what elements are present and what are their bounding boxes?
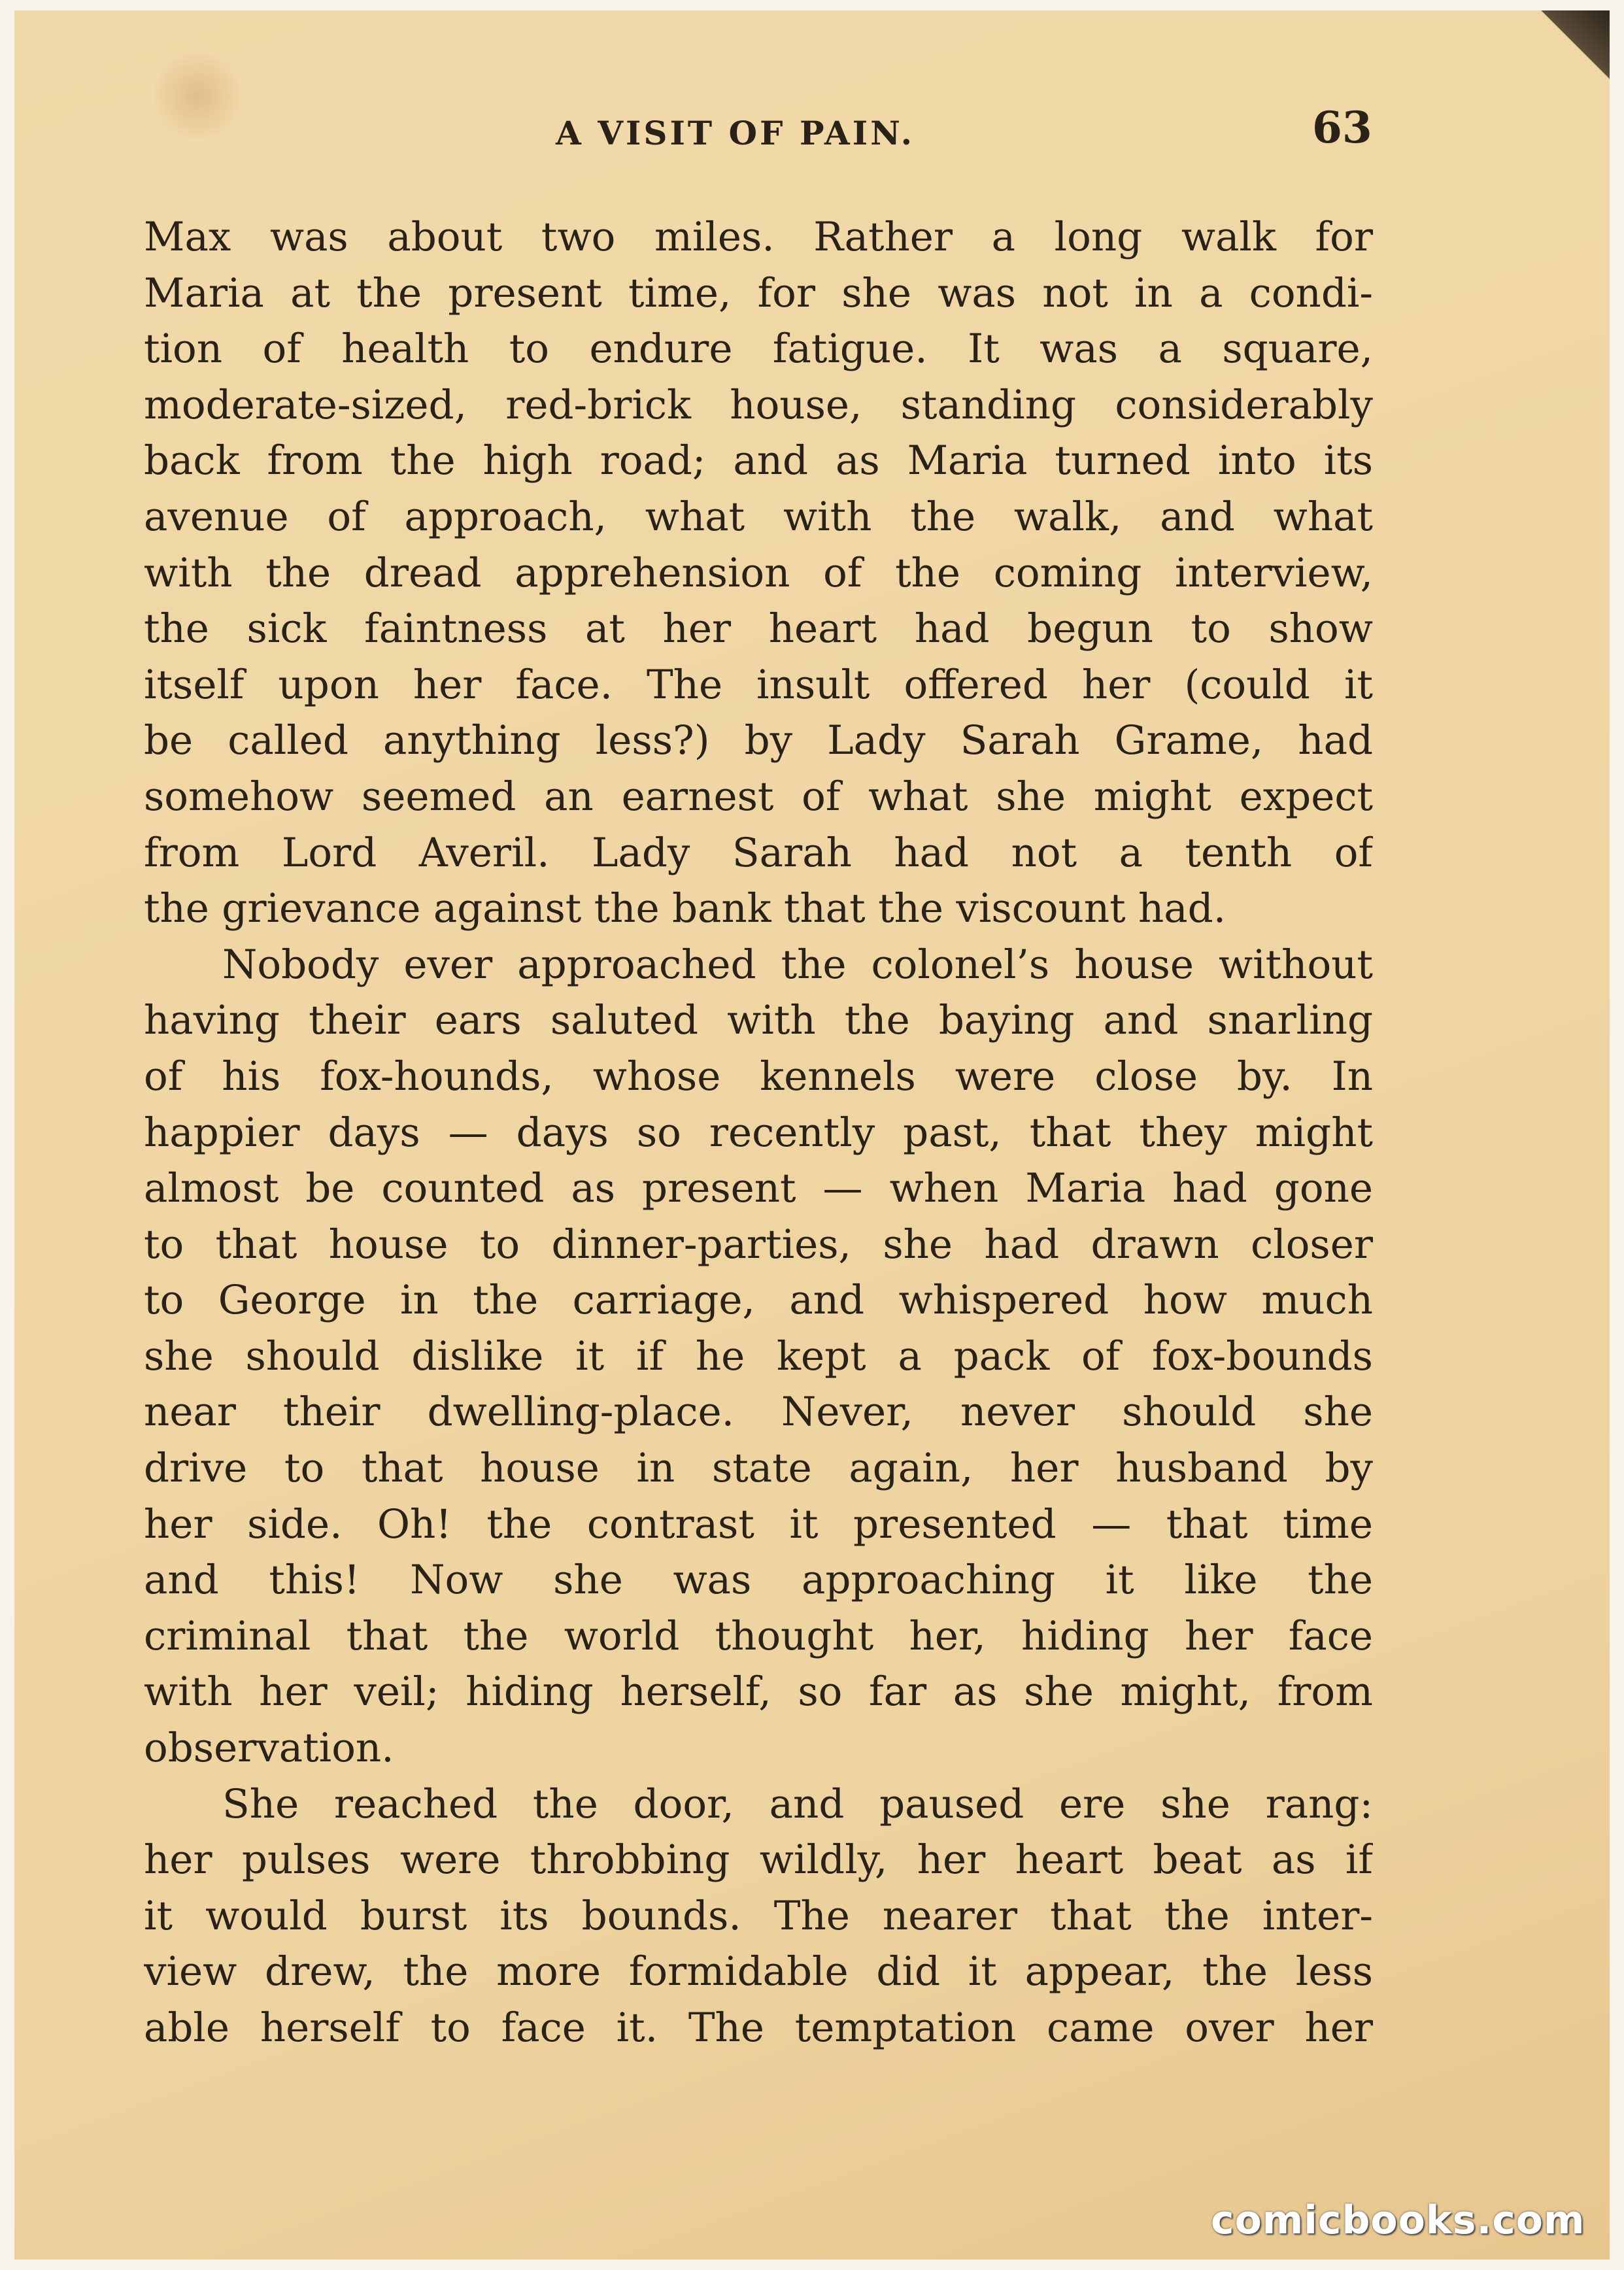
text-line: of his fox-hounds, whose kennels were close by. In [144,1053,1373,1100]
text-line: the grievance against the bank that the viscount had. [144,885,1226,932]
text-line: it would burst its bounds. The nearer that the inter- [144,1892,1373,1939]
text-line: itself upon her face. The insult offered her (could it [144,661,1373,708]
text-line: near their dwelling-place. Never, never should she [144,1389,1373,1436]
text-line: Nobody ever approached the colonel’s house without [222,941,1373,988]
text-line: She reached the door, and paused ere she rang: [222,1780,1373,1827]
text-line: be called anything less?) by Lady Sarah Grame, had [144,717,1373,764]
text-line: to George in the carriage, and whispered how much [144,1277,1373,1324]
text-line: view drew, the more formidable did it appear, the less [144,1948,1373,1995]
text-line: the sick faintness at her heart had begun to show [144,605,1373,652]
text-line: her pulses were throbbing wildly, her heart beat as if [144,1837,1373,1884]
text-line: back from the high road; and as Maria turned into its [144,437,1373,484]
text-line: she should dislike it if he kept a pack of fox-bounds [144,1332,1373,1380]
text-line: her side. Oh! the contrast it presented — that time [144,1500,1373,1548]
text-line: avenue of approach, what with the walk, and what [144,493,1373,540]
text-line: happier days — days so recently past, that they might [144,1109,1373,1156]
watermark: comicbooks.com [1211,2197,1585,2243]
text-line: having their ears saluted with the baying and snarling [144,997,1373,1044]
text-line: and this! Now she was approaching it like the [144,1557,1373,1604]
page-number: 63 [1312,102,1372,153]
text-line: able herself to face it. The temptation came over her [144,2005,1373,2051]
page-corner-shadow [1531,10,1610,82]
running-title: A VISIT OF PAIN. [556,114,915,152]
text-line: drive to that house in state again, her husband by [144,1445,1373,1492]
text-line: with the dread apprehension of the coming interview, [144,549,1373,596]
text-line: observation. [144,1725,394,1772]
text-line: criminal that the world thought her, hiding her face [144,1612,1373,1659]
text-line: tion of health to endure fatigue. It was a square, [144,326,1373,373]
text-line: with her veil; hiding herself, so far as she might, from [144,1669,1373,1716]
text-line: from Lord Averil. Lady Sarah had not a tenth of [144,829,1373,876]
text-line: somehow seemed an earnest of what she might expect [144,773,1373,820]
text-line: to that house to dinner-parties, she had drawn closer [144,1221,1373,1268]
text-line: Max was about two miles. Rather a long walk for [144,214,1373,260]
text-line: almost be counted as present — when Maria had gone [144,1165,1373,1212]
book-page [14,10,1610,2260]
text-line: moderate-sized, red-brick house, standing considerably [144,381,1373,428]
running-header [14,102,1610,180]
text-line: Maria at the present time, for she was not in a condi- [144,269,1373,316]
body-text [144,209,1373,2056]
